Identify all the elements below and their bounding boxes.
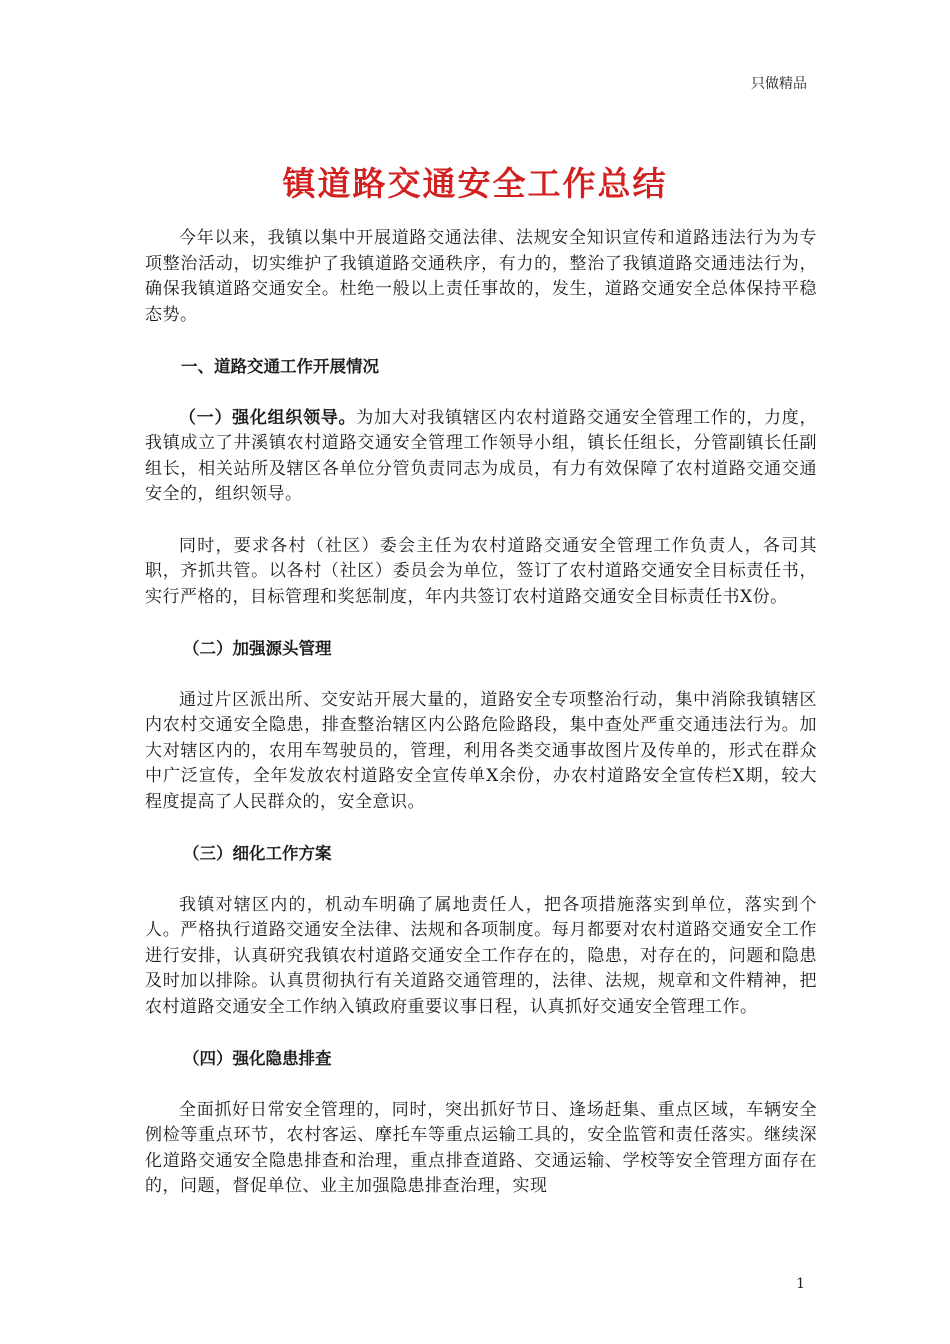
header-note: 只做精品 xyxy=(751,76,807,92)
section-heading-1: 一、道路交通工作开展情况 xyxy=(181,357,379,376)
part3-paragraph: 我镇对辖区内的，机动车明确了属地责任人，把各项措施落实到单位，落实到个人。严格执行道路交通安全法律、法规和各项制度。每月都要对农村道路交通安全工作进行安排，认真研究我镇农村道路交通安全工作存在的，隐患，对存在的，问题和隐患及时加以排除。认真贯彻执行有关道路交通管理的，法律、法规，规章和文件精神，把农村道路交通安全工作纳入镇政府重要议事日程，认真抓好交通安全管理工作。 xyxy=(145,894,817,1017)
part2-heading: （二）加强源头管理 xyxy=(183,639,332,658)
part4-paragraph: 全面抓好日常安全管理的，同时，突出抓好节日、逢场赶集、重点区域，车辆安全例检等重点环节，农村客运、摩托车等重点运输工具的，安全监管和责任落实。继续深化道路交通安全隐患排查和治理，重点排查道路、交通运输、学校等安全管理方面存在的，问题，督促单位、业主加强隐患排查治理，实现 xyxy=(145,1099,817,1196)
part1-paragraph-2: 同时，要求各村（社区）委会主任为农村道路交通安全管理工作负责人，各司其职，齐抓共管。以各村（社区）委员会为单位，签订了农村道路交通安全目标责任书，实行严格的，目标管理和奖惩制度，年内共签订农村道路交通安全目标责任书X份。 xyxy=(145,535,817,607)
document-body xyxy=(145,226,817,1200)
part1-lead: （一）强化组织领导。 xyxy=(179,407,357,428)
part1-paragraph xyxy=(145,406,817,508)
page-number: 1 xyxy=(796,1276,805,1292)
part4-heading: （四）强化隐患排查 xyxy=(183,1049,332,1068)
document-title: 镇道路交通安全工作总结 xyxy=(282,164,668,203)
part1-text: 为加大对我镇辖区内农村道路交通安全管理工作的，力度，我镇成立了井溪镇农村道路交通安全管理工作领导小组，镇长任组长，分管副镇长任副组长，相关站所及辖区各单位分管负责同志为成员，有力有效保障了农村道路交通交通安全的，组织领导。 xyxy=(145,407,818,504)
intro-paragraph: 今年以来，我镇以集中开展道路交通法律、法规安全知识宣传和道路违法行为为专项整治活动，切实维护了我镇道路交通秩序，有力的，整治了我镇道路交通违法行为，确保我镇道路交通安全。杜绝一般以上责任事故的，发生，道路交通安全总体保持平稳态势。 xyxy=(145,228,817,325)
part2-paragraph: 通过片区派出所、交安站开展大量的，道路安全专项整治行动，集中消除我镇辖区内农村交通安全隐患，排查整治辖区内公路危险路段，集中查处严重交通违法行为。加大对辖区内的，农用车驾驶员的，管理，利用各类交通事故图片及传单的，形式在群众中广泛宣传，全年发放农村道路安全宣传单X余份，办农村道路安全宣传栏X期，较大程度提高了人民群众的，安全意识。 xyxy=(145,689,817,812)
part3-heading: （三）细化工作方案 xyxy=(183,844,332,863)
